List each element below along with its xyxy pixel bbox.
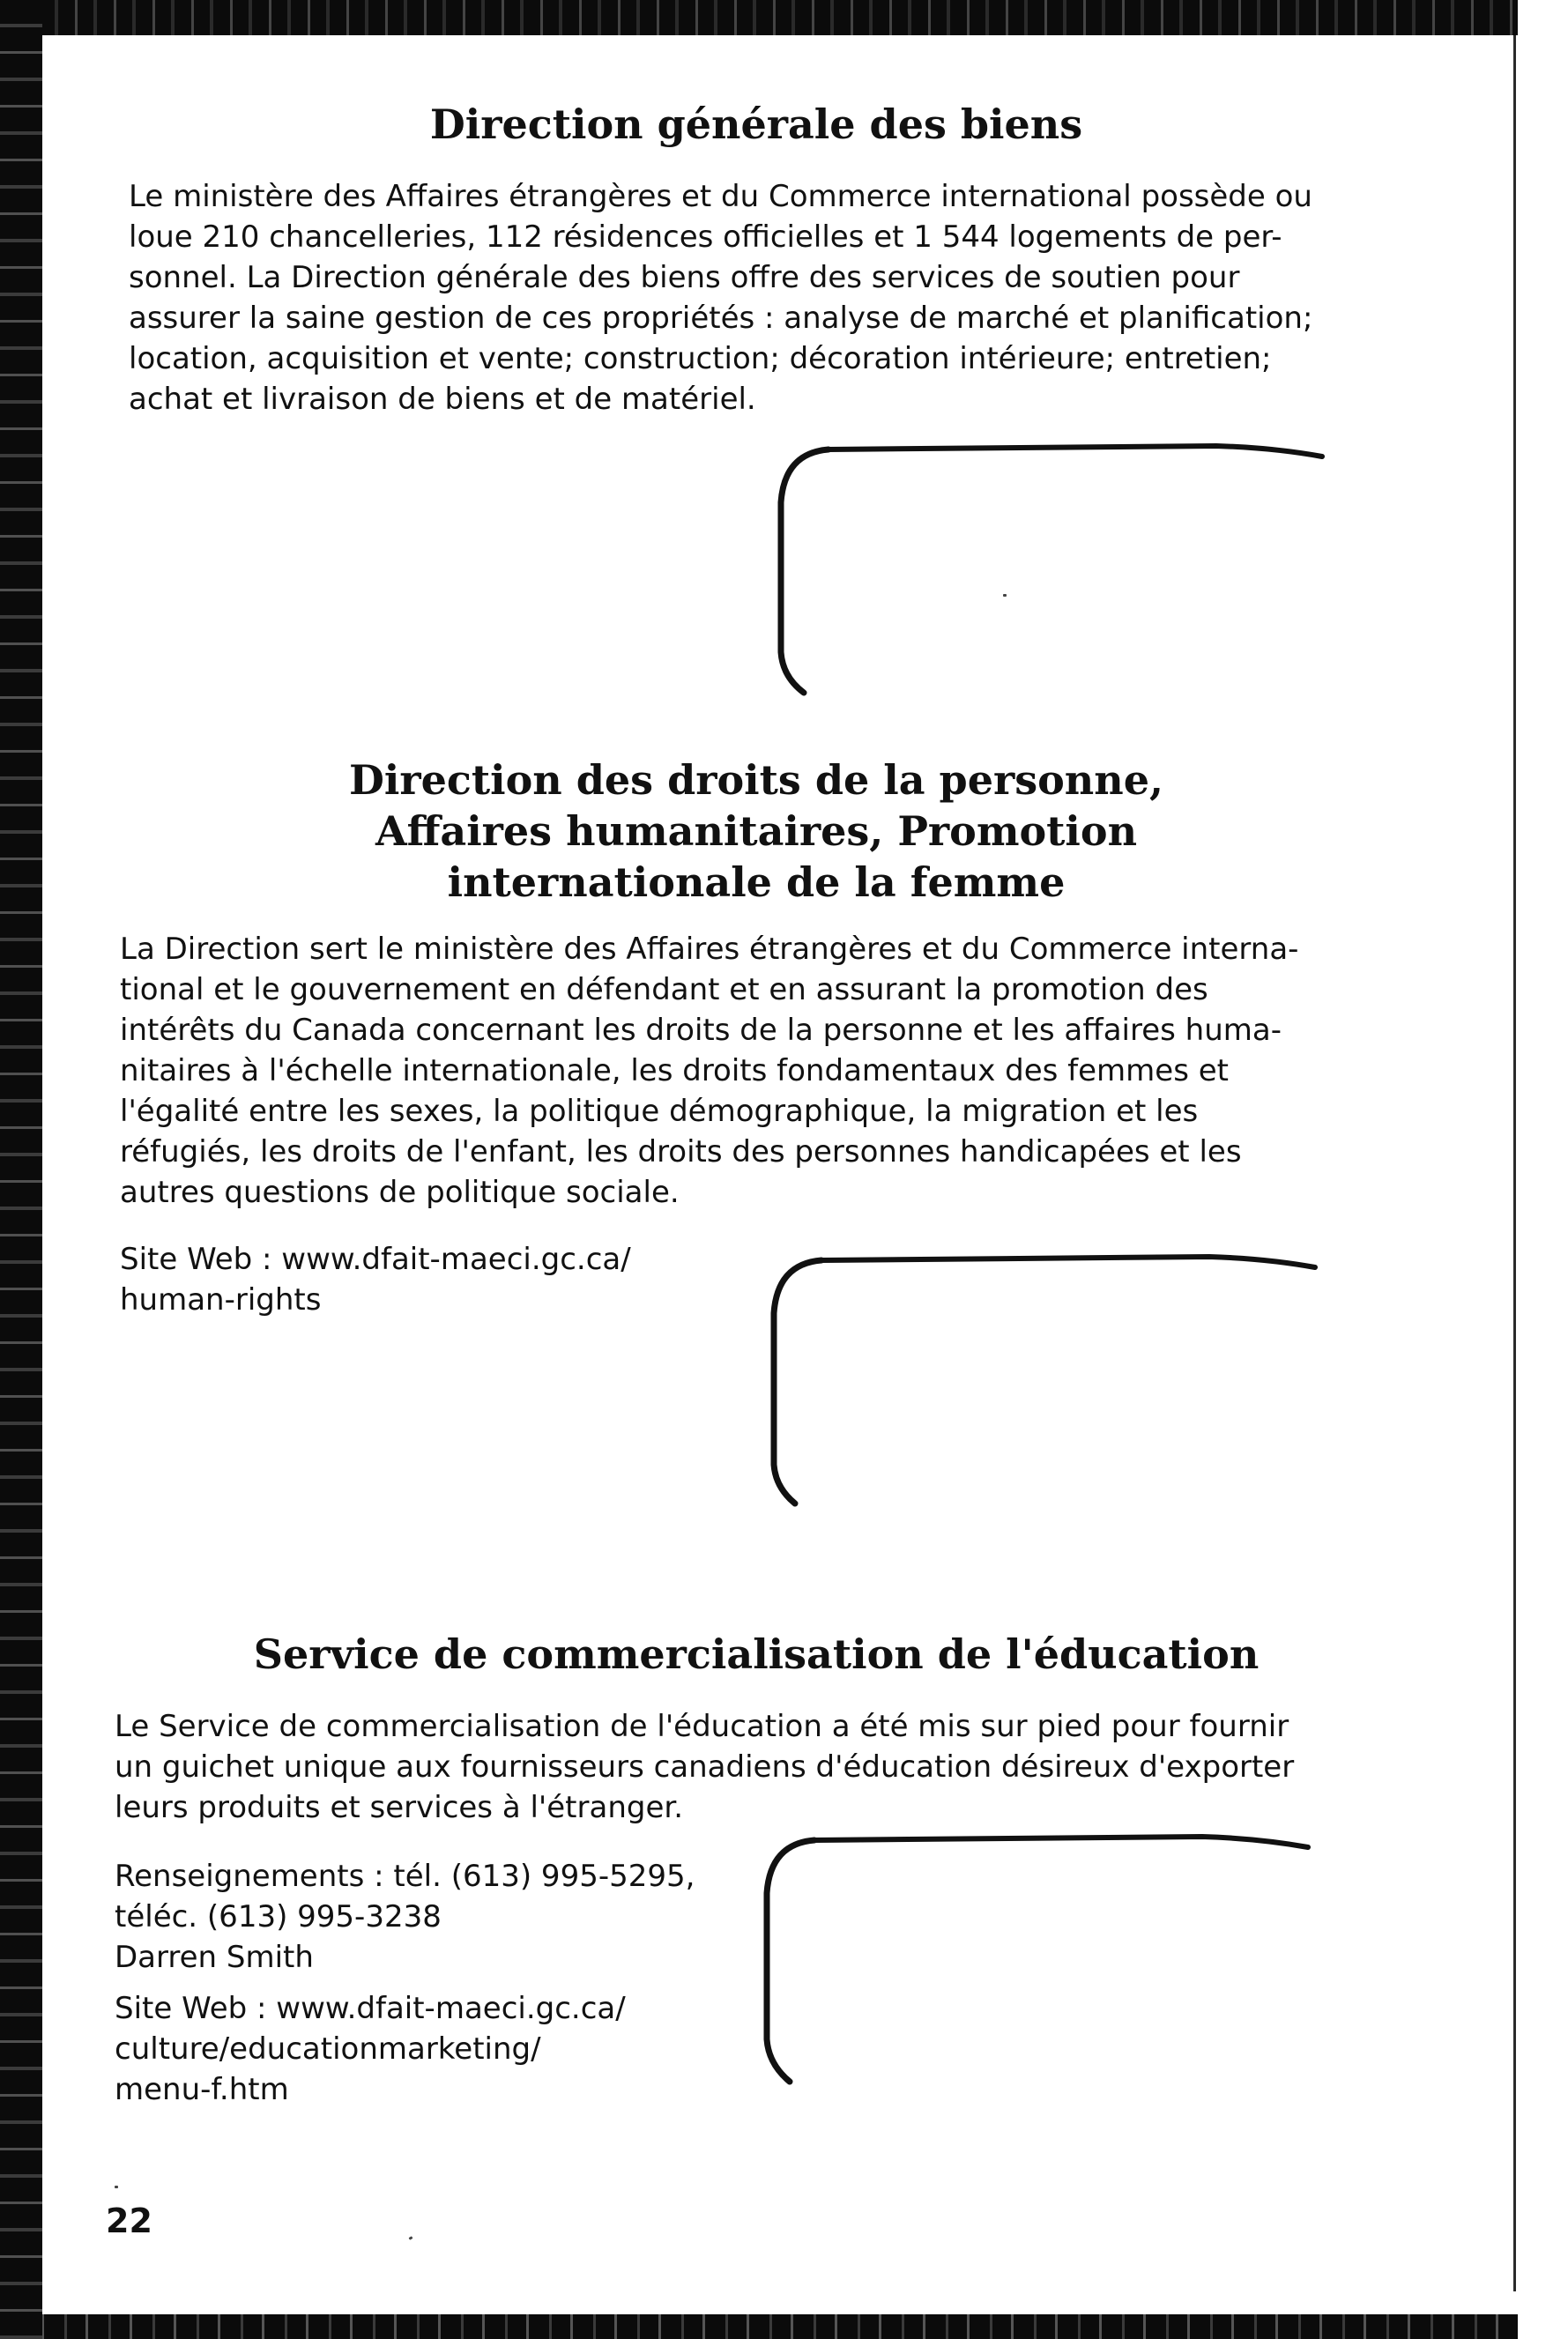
scan-speck xyxy=(115,2186,118,2188)
scan-border-bottom xyxy=(0,2314,1568,2339)
section-title-commercialisation-education: Service de commercialisation de l'éducation xyxy=(253,1630,1260,1678)
annotation-bracket-3 xyxy=(744,1823,1326,2087)
website-commercialisation-education: Site Web : www.dfait-maeci.gc.ca/ culture/educationmarketing/ menu-f.htm xyxy=(115,1991,626,2107)
annotation-bracket-1 xyxy=(758,432,1340,696)
section-title-droits-personne: Direction des droits de la personne, Affaires humanitaires, Promotion internationale de la femme xyxy=(349,756,1163,906)
section-body-droits-personne: La Direction sert le ministère des Affaires étrangères et du Commerce interna- tional et le gouvernement en défendant et en assurant la promotion des intérêts du Canada concernant les droits de la personne et les affaires huma- nitaires à l'échelle internationale, les droits fondamentaux des femmes et l'égalité entre les sexes, la politique démographique, la migration et les réfugiés, les droits de l'enfant, les droits des personnes handicapées et les autres questions de politique sociale. xyxy=(120,932,1299,1210)
document-page xyxy=(42,35,1512,2314)
page-number: 22 xyxy=(106,2202,152,2240)
section-title-direction-biens: Direction générale des biens xyxy=(429,100,1083,148)
contact-commercialisation-education: Renseignements : tél. (613) 995-5295, téléc. (613) 995-3238 Darren Smith xyxy=(115,1859,695,1975)
section-body-commercialisation-education: Le Service de commercialisation de l'éducation a été mis sur pied pour fournir un guichet unique aux fournisseurs canadiens d'éducation désireux d'exporter leurs produits et services à l'étranger. xyxy=(115,1709,1295,1825)
section-body-direction-biens: Le ministère des Affaires étrangères et du Commerce international possède ou loue 210 chancelleries, 112 résidences officielles et 1 544 logements de per- sonnel. La Direction générale des biens offre des services de soutien pour assurer la saine gestion de ces propriétés : analyse de marché et planification; location, acquisition et vente; construction; décoration intérieure; entretien; achat et livraison de biens et de matériel. xyxy=(129,179,1313,417)
scan-border-left xyxy=(0,0,42,2339)
scan-margin-right xyxy=(1518,0,1568,2339)
website-droits-personne: Site Web : www.dfait-maeci.gc.ca/ human-rights xyxy=(120,1242,631,1318)
scan-speck xyxy=(1003,594,1007,597)
scan-border-top xyxy=(0,0,1568,35)
scan-speck xyxy=(409,2236,413,2240)
scan-border-right xyxy=(1513,35,1516,2291)
annotation-bracket-2 xyxy=(751,1244,1333,1509)
